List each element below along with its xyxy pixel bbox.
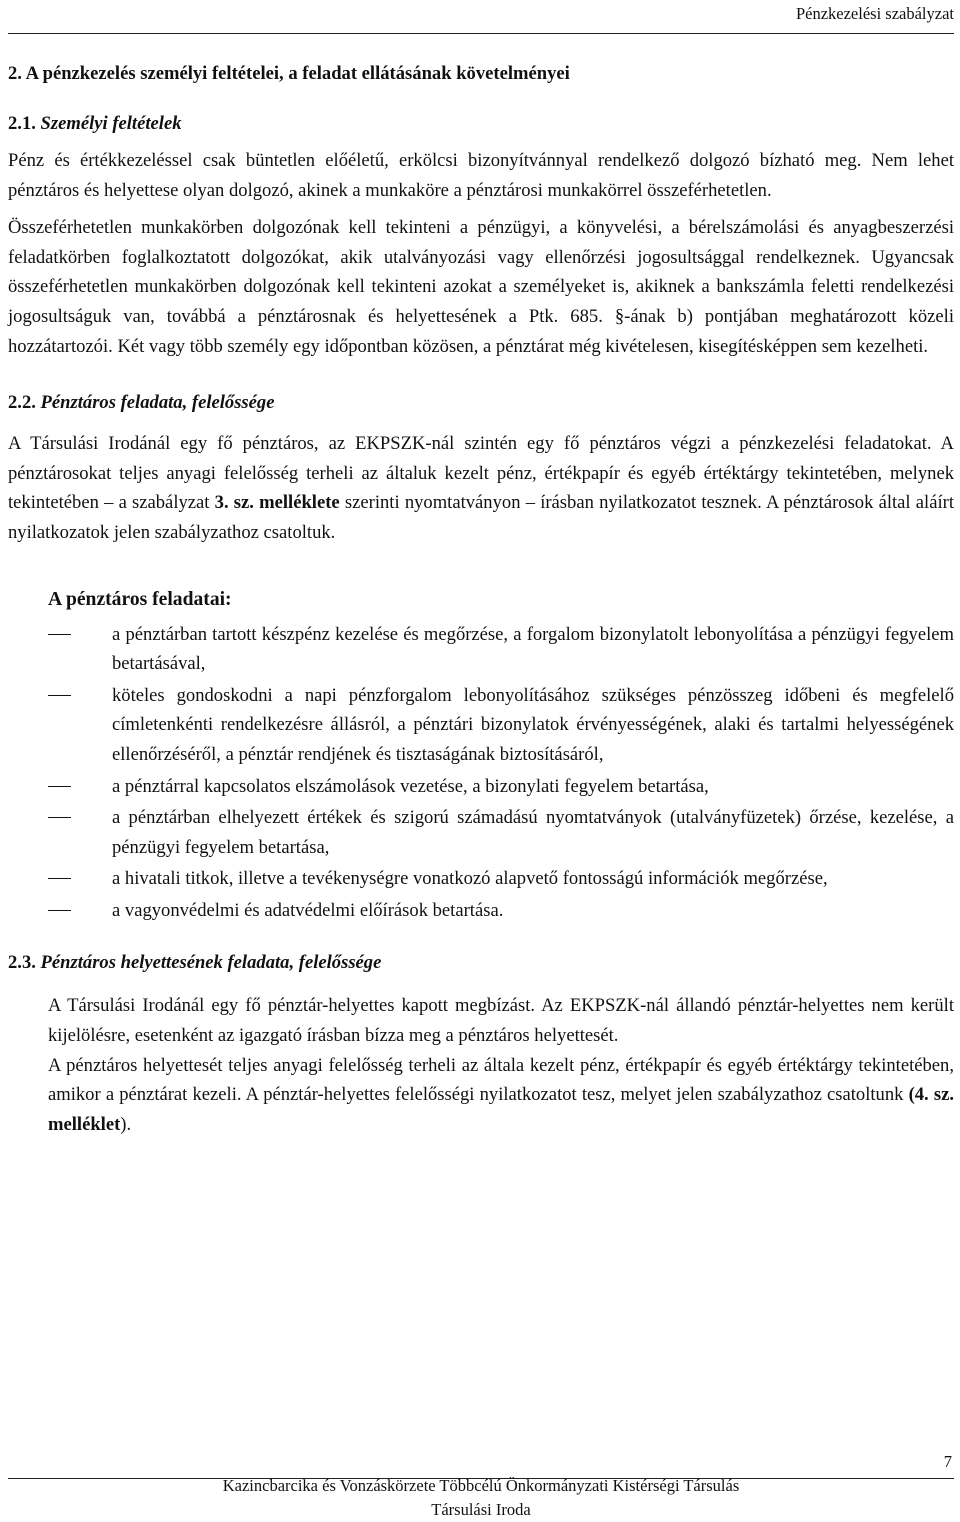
header-rule [8, 33, 954, 34]
list-item [8, 864, 954, 894]
dash-bullet [48, 695, 71, 696]
list-item-text: a pénztárban tartott készpénz kezelése és megőrzése, a forgalom bizonylatolt lebonyolítása a pénzügyi fegyelem betartásával, [112, 623, 954, 675]
list-item [8, 803, 954, 862]
section-2-3-number: 2.3. [8, 952, 36, 974]
attachment-4-reference: (4. sz. melléklet [48, 1084, 954, 1135]
footer-office: Társulási Iroda [431, 1500, 531, 1519]
section-2-2-number: 2.2. [8, 392, 36, 414]
section-2-2-title: Pénztáros feladata, felelőssége [40, 392, 275, 414]
list-item [8, 681, 954, 770]
page-number: 7 [943, 1452, 952, 1471]
dash-bullet [48, 786, 71, 787]
section-2-3-paragraph-2-text-a: A pénztáros helyettesét teljes anyagi felelősség terheli az általa kezelt pénz, értékpapír és egyéb értéktárgy tekintetében, amikor a pénztárat kezeli. A pénztár-helyettes felelősségi nyilatkozatot tesz, melyet jelen szabályzathoz csatoltunk [48, 1054, 954, 1106]
section-2-1-heading [8, 110, 954, 138]
list-item [8, 896, 954, 926]
dash-bullet [48, 634, 71, 635]
page-content [8, 60, 954, 1139]
section-2-3-paragraph-1: A Társulási Irodánál egy fő pénztár-helyettes kapott megbízást. Az EKPSZK-nál állandó pénztár-helyettes nem került kijelölésre, esetenként az igazgató írásban bízza meg a pénztáros helyettesét. [48, 995, 954, 1047]
list-item [8, 620, 954, 679]
section-2-3-paragraph-2 [48, 1051, 954, 1140]
cashier-tasks-title: A pénztáros feladatai: [48, 588, 232, 610]
section-2-3-heading [8, 949, 954, 977]
section-2-2-paragraph-1-text-b: szerinti nyomtatványon – írásban nyilatkozatot tesznek. A pénztárosok által aláírt nyilatkozatok jelen szabályzathoz csatoltuk. [8, 492, 954, 543]
dash-bullet [48, 910, 71, 911]
list-item-text: a vagyonvédelmi és adatvédelmi előírások betartása. [112, 899, 504, 921]
section-2-3-paragraph-2-text-b: ). [120, 1113, 132, 1135]
list-item-text: köteles gondoskodni a napi pénzforgalom lebonyolításához szükséges pénzösszeg időbeni és megfelelő címletenkénti rendelkezésre állásról, a pénztári bizonylatok érvényességének, alaki és tartalmi helyességének ellenőrzéséről, a pénztár rendjének és tisztaságának biztosításáról, [112, 684, 954, 765]
section-2-1-number: 2.1. [8, 113, 36, 134]
document-page [8, 0, 954, 1520]
section-2-1-paragraph-1: Pénz és értékkezeléssel csak büntetlen előéletű, erkölcsi bizonyítvánnyal rendelkező dolgozó bízható meg. Nem lehet pénztáros és helyettese olyan dolgozó, akinek a munkaköre a pénztárosi munkakörrel összeférhetetlen. [8, 150, 954, 201]
page-footer [8, 1474, 954, 1522]
list-item-text: a hivatali titkok, illetve a tevékenységre vonatkozó alapvető fontosságú információk megőrzése, [112, 868, 828, 890]
list-item [8, 772, 954, 802]
footer-organization: Kazincbarcika és Vonzáskörzete Többcélú Önkormányzati Kistérségi Társulás [222, 1476, 740, 1495]
attachment-3-reference: 3. sz. melléklete [214, 492, 340, 514]
list-item-text: a pénztárral kapcsolatos elszámolások vezetése, a bizonylati fegyelem betartása, [112, 775, 709, 797]
running-header: Pénzkezelési szabályzat [795, 4, 954, 23]
dash-bullet [48, 878, 71, 879]
dash-bullet [48, 817, 71, 818]
section-2-2-paragraph-1 [8, 429, 954, 547]
list-item-text: a pénztárban elhelyezett értékek és szigorú számadású nyomtatványok (utalványfüzetek) őrzése, kezelése, a pénzügyi fegyelem betartása, [112, 807, 954, 858]
section-2-3-title: Pénztáros helyettesének feladata, felelőssége [40, 952, 382, 974]
cashier-tasks-list [8, 620, 954, 926]
section-2-1-paragraph-2: Összeférhetetlen munkakörben dolgozónak kell tekinteni a pénzügyi, a könyvelési, a bérelszámolási és anyagbeszerzési feladatkörben foglalkoztatott dolgozókat, akik utalványozási vagy ellenőrzési jogosultsággal rendelkeznek. Ugyancsak összeférhetetlen munkakörben dolgozónak kell tekinteni azokat a személyeket is, akiknek a bankszámla feletti rendelkezési jogosultságuk van, továbbá a pénztárosnak és helyettesének a Ptk. 685. §-ának b) pontjában meghatározott közeli hozzátartozói. Két vagy több személy egy időpontban közösen, a pénztárat még kivételesen, kisegítésképpen sem kezelheti. [8, 217, 954, 357]
section-2-1-title: Személyi feltételek [40, 113, 182, 134]
section-2-2-paragraph-1-text-a: A Társulási Irodánál egy fő pénztáros, az EKPSZK-nál szintén egy fő pénztáros végzi a pénzkezelési feladatokat. A pénztárosokat teljes anyagi felelősség terheli az általuk kezelt pénz, értékpapír és egyéb értéktárgy tekintetében, melynek tekintetében – a szabályzat [8, 433, 954, 514]
section-2-heading: 2. A pénzkezelés személyi feltételei, a feladat ellátásának követelményei [8, 63, 570, 84]
section-2-2-heading [8, 389, 954, 417]
